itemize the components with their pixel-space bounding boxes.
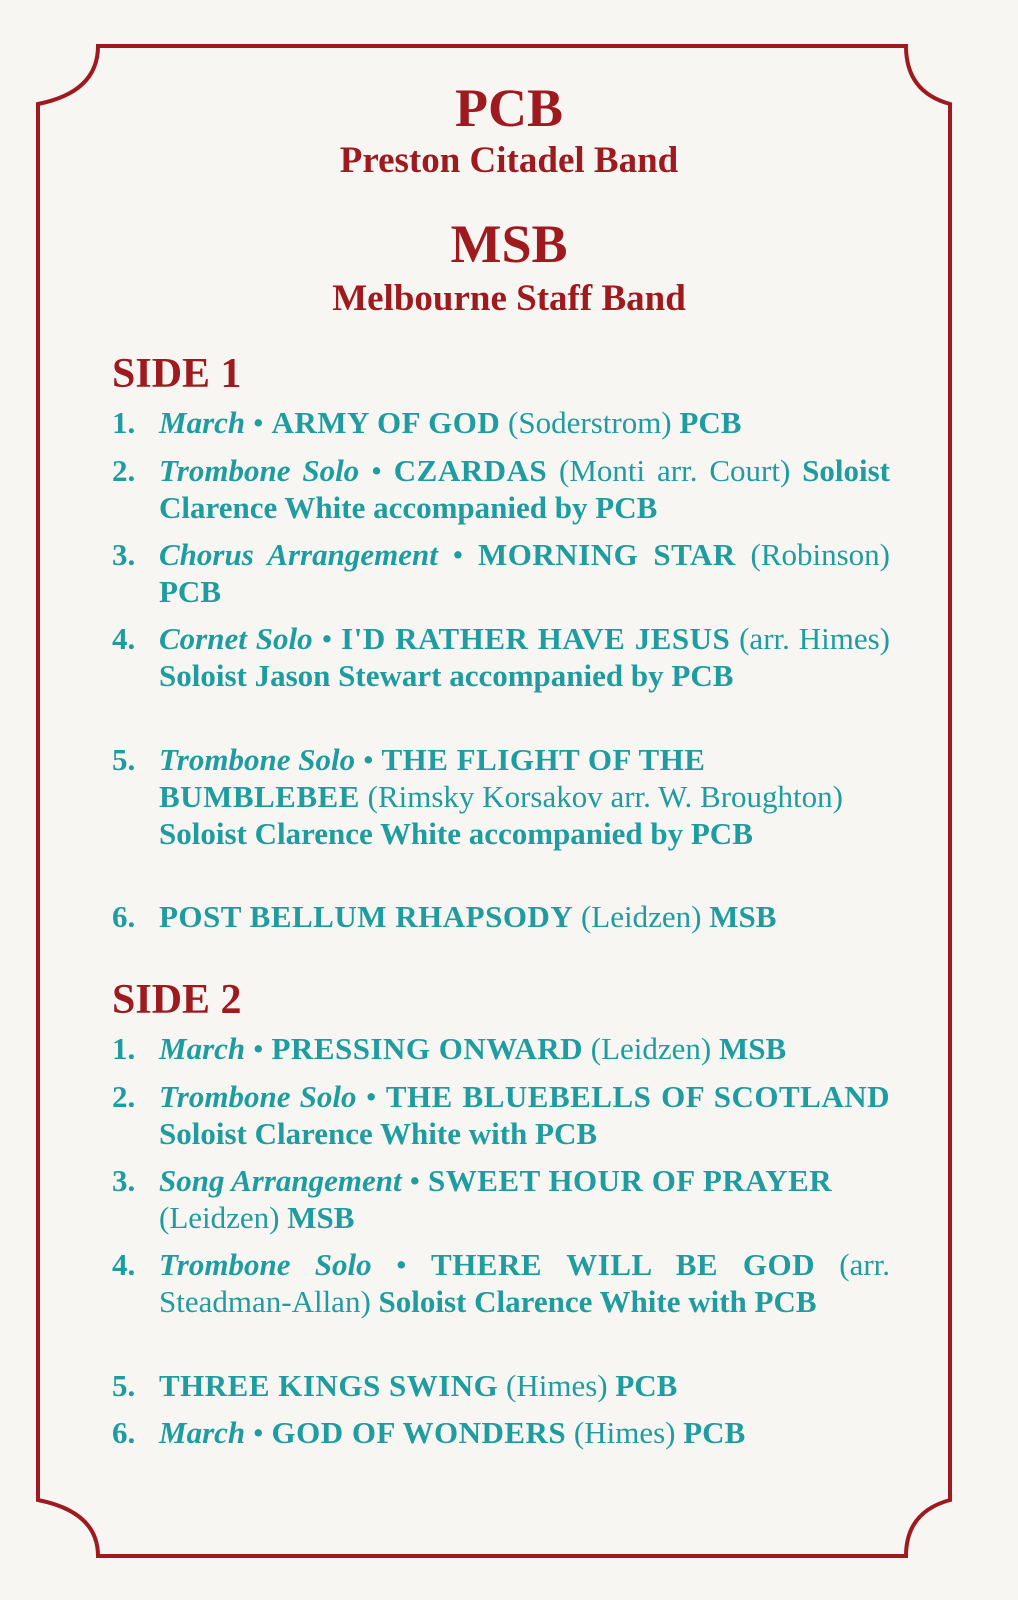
track-composer: (Rimsky Korsakov arr. W. Broughton) (367, 779, 843, 814)
track-credit: PCB (159, 574, 221, 609)
track-credit: MSB (719, 1031, 787, 1066)
track-title: THE FLIGHT OF THE BUMBLEBEE (159, 742, 706, 814)
track-row (112, 404, 890, 441)
track-row (112, 898, 890, 935)
band2-name: Melbourne Staff Band (332, 278, 686, 319)
track-credit: Soloist Clarence White with PCB (159, 1116, 598, 1151)
track-number: 6. (112, 1415, 136, 1450)
track-genre: Trombone Solo (159, 1247, 372, 1282)
track-title: POST BELLUM RHAPSODY (159, 899, 574, 934)
track-genre: Trombone Solo (159, 1079, 357, 1114)
bullet: • (252, 1031, 264, 1066)
track-title: GOD OF WONDERS (271, 1415, 567, 1450)
track-composer: (Soderstrom) (508, 405, 672, 440)
bullet: • (452, 537, 464, 572)
track-genre: Cornet Solo (159, 621, 313, 656)
track-row (112, 620, 890, 694)
band1-name: Preston Citadel Band (339, 140, 679, 181)
bullet: • (371, 453, 382, 488)
track-number: 3. (112, 537, 136, 572)
bullet: • (362, 742, 374, 777)
track-row (112, 1030, 890, 1067)
track-credit: PCB (615, 1368, 678, 1403)
bullet: • (252, 1415, 264, 1450)
side1-heading: SIDE 1 (112, 351, 242, 397)
track-number: 4. (112, 621, 136, 656)
side2-heading: SIDE 2 (112, 977, 242, 1023)
track-credit: PCB (679, 405, 742, 440)
track-credit: MSB (287, 1200, 355, 1235)
track-title: THERE WILL BE GOD (431, 1247, 815, 1282)
track-row (112, 1246, 890, 1320)
track-credit: Soloist Clarence White accompanied by PCB (159, 453, 891, 525)
band2-abbreviation: MSB (450, 214, 568, 274)
track-title: SWEET HOUR OF PRAYER (427, 1163, 833, 1198)
bullet: • (321, 621, 333, 656)
track-credit: PCB (683, 1415, 746, 1450)
bullet: • (395, 1247, 407, 1282)
track-title: ARMY OF GOD (271, 405, 501, 440)
bullet: • (252, 405, 264, 440)
track-composer: (Leidzen) (159, 1200, 280, 1235)
track-credit: MSB (709, 899, 777, 934)
track-number: 3. (112, 1163, 136, 1198)
track-title: MORNING STAR (478, 537, 736, 572)
track-number: 1. (112, 405, 136, 440)
track-number: 2. (112, 453, 136, 488)
track-row (112, 1367, 890, 1404)
track-credit: Soloist Clarence White with PCB (378, 1284, 817, 1319)
track-credit: Soloist Jason Stewart accompanied by PCB (159, 658, 734, 693)
track-composer: (Himes) (573, 1415, 676, 1450)
track-genre: Trombone Solo (159, 453, 360, 488)
track-genre: Song Arrangement (159, 1163, 402, 1198)
track-row (112, 452, 890, 526)
track-number: 4. (112, 1247, 136, 1282)
track-row (112, 536, 890, 610)
track-composer: (arr. Himes) (739, 621, 890, 656)
track-composer: (Himes) (506, 1368, 608, 1403)
track-title: I'D RATHER HAVE JESUS (341, 621, 731, 656)
track-number: 5. (112, 742, 136, 777)
bullet: • (365, 1079, 377, 1114)
track-genre: Trombone Solo (159, 742, 356, 777)
track-genre: March (159, 405, 246, 440)
track-composer: (Robinson) (750, 537, 890, 572)
track-row (112, 1162, 890, 1236)
track-number: 2. (112, 1079, 136, 1114)
track-title: THREE KINGS SWING (159, 1368, 499, 1403)
track-genre: March (159, 1031, 246, 1066)
track-composer: (arr. Steadman-Allan) (159, 1247, 891, 1319)
track-title: PRESSING ONWARD (271, 1031, 584, 1066)
track-composer: (Leidzen) (580, 899, 702, 934)
track-row (112, 1414, 890, 1451)
track-number: 1. (112, 1031, 136, 1066)
track-genre: March (159, 1415, 246, 1450)
bullet: • (409, 1163, 421, 1198)
track-composer: (Leidzen) (590, 1031, 712, 1066)
band1-abbreviation: PCB (455, 78, 563, 138)
track-row (112, 741, 890, 852)
track-genre: Chorus Arrangement (159, 537, 438, 572)
track-title: THE BLUEBELLS OF SCOTLAND (385, 1079, 890, 1114)
track-composer: (Monti arr. Court) (559, 453, 791, 488)
track-number: 5. (112, 1368, 136, 1403)
track-row (112, 1078, 890, 1152)
track-credit: Soloist Clarence White accompanied by PCB (159, 816, 753, 851)
track-number: 6. (112, 899, 136, 934)
track-title: CZARDAS (393, 453, 548, 488)
